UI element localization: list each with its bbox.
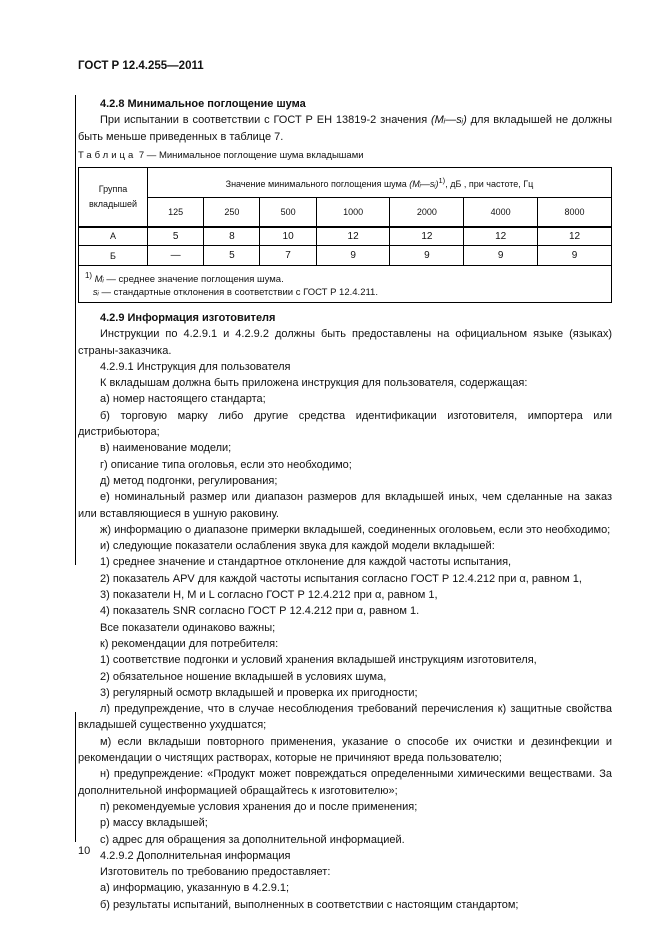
caption-text: 7 — Минимальное поглощение шума вкладышами — [136, 150, 364, 161]
value-cell: 12 — [538, 227, 612, 246]
page-number: 10 — [78, 845, 91, 857]
value-cell: 12 — [464, 227, 538, 246]
section-4-2-9 — [78, 310, 612, 913]
value-cell: 5 — [148, 227, 204, 246]
paragraph: К вкладышам должна быть приложена инструкция для пользователя, содержащая: — [100, 377, 528, 390]
table-caption — [78, 150, 364, 161]
paragraph: м) если вкладыши повторного применения, указание о способе их очистки и дезинфекции и рекомендации о чистящих растворах, которые не причиняют вреда пользователю; — [78, 735, 612, 765]
formula: (Mᵢ—sᵢ) — [431, 114, 467, 127]
table-row — [79, 227, 612, 246]
paragraph: к) рекомендации для потребителя: — [100, 637, 279, 650]
paragraph: 2) показатель APV для каждой частоты испытания согласно ГОСТ Р 12.4.212 при α, равном 1, — [100, 572, 582, 585]
value-cell: 12 — [316, 227, 390, 246]
group-cell: А — [79, 227, 148, 246]
group-header: Группа вкладышей — [79, 168, 148, 227]
document-header: ГОСТ Р 12.4.255—2011 — [78, 60, 204, 72]
footnote-ref: 1) — [85, 271, 93, 280]
formula: sᵢ — [92, 287, 99, 299]
paragraph: 2) обязательное ношение вкладышей в условиях шума, — [100, 670, 387, 683]
paragraph: ж) информацию о диапазоне примерки вкладышей, соединенных оголовьем, если это необходимо; — [100, 523, 611, 536]
freq-header: 250 — [204, 198, 260, 227]
value-cell: 7 — [260, 246, 316, 266]
paragraph: 1) соответствие подгонки и условий хранения вкладышей инструкциям изготовителя, — [100, 654, 537, 667]
freq-header: 4000 — [464, 198, 538, 227]
paragraph: Изготовитель по требованию предоставляет: — [100, 866, 331, 879]
value-header — [148, 168, 612, 198]
freq-header: 125 — [148, 198, 204, 227]
table-row — [79, 246, 612, 266]
paragraph: Инструкции по 4.2.9.1 и 4.2.9.2 должны быть предоставлены на официальном языке (языках) страны-заказчика. — [78, 328, 612, 357]
freq-header: 8000 — [538, 198, 612, 227]
paragraph: р) массу вкладышей; — [100, 817, 208, 830]
section-heading: 4.2.8 Минимальное поглощение шума — [100, 98, 306, 110]
paragraph: н) предупреждение: «Продукт может повреждаться определенными химическими веществами. За дополнительной информацией обращайтесь к изготовителю»; — [78, 768, 612, 797]
change-bar — [75, 95, 76, 565]
freq-header: 1000 — [316, 198, 390, 227]
value-cell: 8 — [204, 227, 260, 246]
caption-prefix: Таблица — [78, 150, 137, 161]
paragraph: е) номинальный размер или диапазон размеров для вкладышей иных, чем сделанные на заказ или вставляющиеся в ушную раковину. — [78, 491, 612, 520]
text: Значение минимального поглощения шума — [225, 179, 410, 189]
paragraph: в) наименование модели; — [100, 442, 232, 455]
text: — стандартные отклонения в соответствии с ГОСТ Р 12.4.211. — [98, 287, 378, 299]
text: — среднее значение поглощения шума. — [103, 274, 284, 286]
paragraph: Все показатели одинаково важны; — [100, 621, 276, 634]
paragraph: а) информацию, указанную в 4.2.9.1; — [100, 882, 290, 895]
paragraph: 4) показатель SNR согласно ГОСТ Р 12.4.212 при α, равном 1. — [100, 605, 420, 618]
value-cell: 9 — [316, 246, 390, 266]
text: При испытании в соответствии с ГОСТ Р ЕН 13819-2 значения — [100, 114, 432, 127]
paragraph: б) результаты испытаний, выполненных в соответствии с настоящим стандартом; — [100, 898, 519, 911]
value-cell: 9 — [390, 246, 464, 266]
footnote-ref: 1) — [438, 176, 446, 185]
value-cell: 12 — [390, 227, 464, 246]
formula: (Mᵢ—sᵢ) — [409, 179, 439, 189]
freq-header: 500 — [260, 198, 316, 227]
paragraph: л) предупреждение, что в случае несоблюдения требований перечисления к) защитные свойства вкладышей существенно ухудшатся; — [78, 703, 612, 732]
freq-header: 2000 — [390, 198, 464, 227]
value-cell: 5 — [204, 246, 260, 266]
value-cell: 9 — [464, 246, 538, 266]
group-cell: Б — [79, 246, 148, 266]
text: для вкладышей не должны быть меньше приведенных в таблице 7. — [78, 114, 612, 143]
text: , дБ , при частоте, Гц — [445, 179, 534, 189]
paragraph: 3) показатели H, M и L согласно ГОСТ Р 12.4.212 при α, равном 1, — [100, 589, 438, 602]
formula: Mᵢ — [94, 274, 104, 286]
paragraph: б) торговую марку либо другие средства идентификации изготовителя, импортера или дистрибьютора; — [78, 409, 612, 439]
value-cell: — — [148, 246, 204, 266]
paragraph: п) рекомендуемые условия хранения до и после применения; — [100, 800, 418, 813]
value-cell: 10 — [260, 227, 316, 246]
noise-table — [78, 167, 612, 303]
section-4-2-8 — [78, 96, 612, 145]
value-cell: 9 — [538, 246, 612, 266]
paragraph: г) описание типа оголовья, если это необходимо; — [100, 458, 352, 471]
table-footnote — [79, 266, 612, 303]
paragraph: 4.2.9.1 Инструкция для пользователя — [100, 360, 291, 373]
paragraph — [78, 112, 612, 145]
paragraph: а) номер настоящего стандарта; — [100, 393, 266, 406]
paragraph: с) адрес для обращения за дополнительной информацией. — [100, 833, 405, 846]
section-heading: 4.2.9 Информация изготовителя — [100, 312, 276, 324]
paragraph: и) следующие показатели ослабления звука для каждой модели вкладышей: — [100, 540, 495, 553]
paragraph: 3) регулярный осмотр вкладышей и проверка их пригодности; — [100, 686, 418, 699]
paragraph: 4.2.9.2 Дополнительная информация — [100, 849, 291, 862]
change-bar — [75, 712, 76, 842]
paragraph: д) метод подгонки, регулирования; — [100, 474, 278, 487]
paragraph: 1) среднее значение и стандартное отклонение для каждой частоты испытания, — [100, 556, 512, 569]
